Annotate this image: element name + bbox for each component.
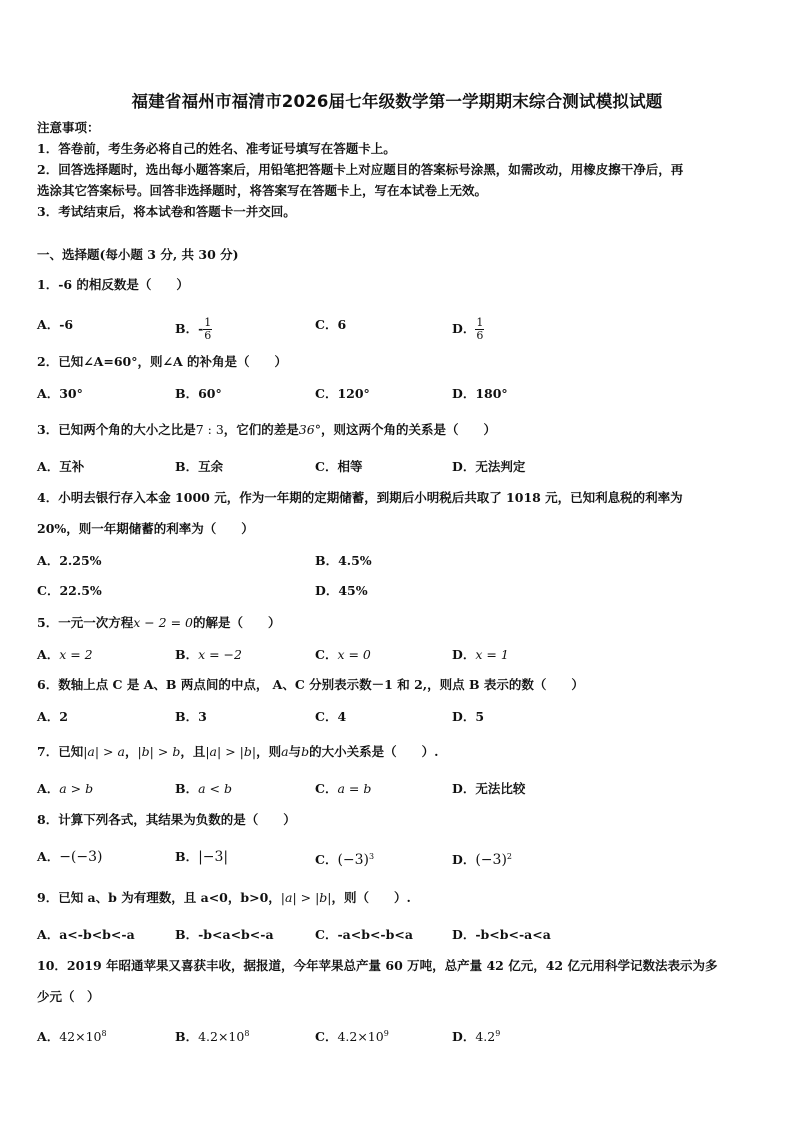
q7-condition-2: |b| > b — [137, 744, 181, 759]
question-10-stem-line1: 10．2019 年昭通苹果又喜获丰收，据报道，今年苹果总产量 60 万吨，总产量 42 亿元，42 亿元用科学记数法表示为多 — [37, 958, 718, 973]
q1-option-d-fraction: $\frac{1}{6}$ — [476, 316, 484, 342]
q4-option-b: B．4.5% — [315, 553, 372, 568]
question-10-stem-line2: 少元（ ） — [37, 989, 100, 1004]
q3-ratio: 7 : 3 — [195, 422, 224, 437]
q7-option-c: C．a = b — [315, 781, 372, 796]
q1-option-a: A．-6 — [37, 317, 74, 332]
notice-heading: 注意事项： — [37, 120, 100, 135]
notice-item-2-cont: 选涂其它答案标号。回答非选择题时，将答案写在答题卡上，写在本试卷上无效。 — [37, 183, 488, 198]
q1-option-d-label: D． — [452, 321, 476, 336]
q9-condition: |a| > |b| — [280, 890, 332, 905]
q5-option-c: C．x = 0 — [315, 647, 371, 662]
q8-option-d: D．$(-3)^2$ — [452, 852, 512, 869]
question-4-stem-line2: 20%，则一年期储蓄的利率为（ ） — [37, 521, 254, 536]
q4-option-a: A．2.25% — [37, 553, 102, 568]
notice-item-1: 1．答卷前，考生务必将自己的姓名、准考证号填写在答题卡上。 — [37, 141, 396, 156]
q10-option-a: A．$42\times 10^8$ — [37, 1029, 107, 1045]
q1-option-c: C．6 — [315, 317, 347, 332]
section-heading: 一、选择题(每小题 3 分, 共 30 分) — [37, 247, 239, 262]
question-8-stem: 8．计算下列各式，其结果为负数的是（ ） — [37, 812, 296, 827]
q3-option-a: A．互补 — [37, 459, 85, 474]
question-5-stem: 5．一元一次方程x − 2 = 0的解是（ ） — [37, 615, 281, 630]
question-9-stem: 9．已知 a、b 为有理数，且 a<0，b>0，|a| > |b|，则（ ）. — [37, 890, 411, 905]
q1-option-b — [175, 317, 212, 342]
q8-option-a: A．−(−3) — [37, 849, 103, 865]
q4-option-c: C．22.5% — [37, 583, 102, 598]
question-3-stem: 3．已知两个角的大小之比是7 : 3，它们的差是36°，则这两个角的关系是（ ） — [37, 422, 496, 437]
q3-option-b: B．互余 — [175, 459, 224, 474]
q9-option-d: D．-b<b<-a<a — [452, 927, 551, 942]
q7-option-a: A．a > b — [37, 781, 94, 796]
q1-option-b-label: B．- — [175, 321, 204, 336]
notice-item-2: 2．回答选择题时，选出每小题答案后，用铅笔把答题卡上对应题目的答案标号涂黑，如需改动，用橡皮擦干净后，再 — [37, 162, 684, 177]
q4-option-d: D．45% — [315, 583, 368, 598]
q5-option-a: A．x = 2 — [37, 647, 93, 662]
q5-option-d: D．x = 1 — [452, 647, 509, 662]
q5-option-b: B．x = −2 — [175, 647, 242, 662]
q3-option-c: C．相等 — [315, 459, 363, 474]
q10-option-d: D．$4.2^9$ — [452, 1029, 501, 1045]
q1-option-b-fraction: $\frac{1}{6}$ — [204, 316, 212, 342]
q6-option-d: D．5 — [452, 709, 485, 724]
q1-option-d — [452, 317, 484, 342]
q6-option-a: A．2 — [37, 709, 68, 724]
question-2-stem: 2．已知∠A=60°，则∠A 的补角是（ ） — [37, 354, 288, 369]
q5-equation: x − 2 = 0 — [133, 615, 193, 630]
question-4-stem-line1: 4．小明去银行存入本金 1000 元，作为一年期的定期储蓄，到期后小明税后共取了 1018 元，已知利息税的利率为 — [37, 490, 683, 505]
q10-option-c: C．$4.2\times 10^9$ — [315, 1029, 389, 1045]
question-1-stem: 1．-6 的相反数是（ ） — [37, 277, 189, 292]
exam-title: 福建省福州市福清市2026届七年级数学第一学期期末综合测试模拟试题 — [131, 92, 663, 111]
q9-option-c: C．-a<b<-b<a — [315, 927, 413, 942]
q2-option-a: A．30° — [37, 386, 83, 401]
q8-option-c: C．$(-3)^3$ — [315, 852, 375, 869]
q10-option-b: B．$4.2\times 10^8$ — [175, 1029, 250, 1045]
q8-option-b: B．|−3| — [175, 849, 229, 865]
q2-option-c: C．120° — [315, 386, 370, 401]
q9-option-b: B．-b<a<b<-a — [175, 927, 274, 942]
q3-option-d: D．无法判定 — [452, 459, 526, 474]
q7-condition-3: |a| > |b| — [205, 744, 257, 759]
q7-condition-1: |a| > a — [83, 744, 125, 759]
notice-item-3: 3．考试结束后，将本试卷和答题卡一并交回。 — [37, 204, 296, 219]
q6-option-b: B．3 — [175, 709, 207, 724]
q6-option-c: C．4 — [315, 709, 347, 724]
q2-option-d: D．180° — [452, 386, 508, 401]
question-6-stem: 6．数轴上点 C 是 A、B 两点间的中点， A、C 分别表示数－1 和 2,，则点 B 表示的数（ ） — [37, 677, 584, 692]
q3-difference: 36° — [298, 422, 321, 437]
q7-option-d: D．无法比较 — [452, 781, 526, 796]
q9-option-a: A．a<-b<b<-a — [37, 927, 135, 942]
q7-option-b: B．a < b — [175, 781, 232, 796]
q2-option-b: B．60° — [175, 386, 222, 401]
question-7-stem: 7．已知|a| > a，|b| > b，且|a| > |b|，则a与b的大小关系是（ ）. — [37, 744, 439, 759]
